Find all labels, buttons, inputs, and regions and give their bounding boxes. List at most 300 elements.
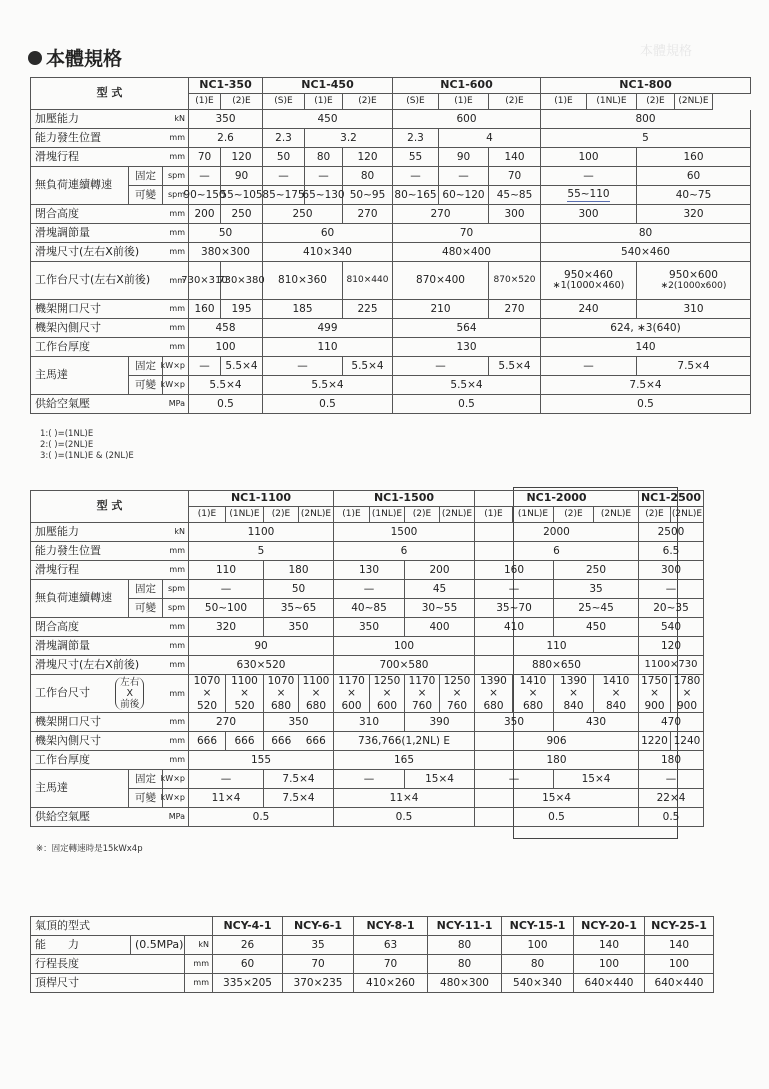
cell: 140 — [645, 936, 714, 955]
cell: 7.5×4 — [264, 789, 334, 808]
cell: 6 — [475, 542, 639, 561]
cell: 320 — [189, 618, 264, 637]
cell: 7.5×4 — [637, 357, 751, 376]
cell: 2.6 — [189, 129, 263, 148]
cell: 120 — [343, 148, 393, 167]
cell: 11×4 — [189, 789, 264, 808]
cell: 45~85 — [489, 186, 541, 205]
cell: 100 — [574, 955, 645, 974]
cell: 370×235 — [283, 974, 354, 993]
unit: kW×p — [163, 789, 189, 808]
cell: 410 — [475, 618, 554, 637]
cell: — — [189, 770, 264, 789]
cell: 730×310 — [189, 262, 221, 300]
cell: 540×340 — [502, 974, 574, 993]
cell: 2000 — [475, 523, 639, 542]
cell: 270 — [489, 300, 541, 319]
cell: — — [334, 580, 405, 599]
variant-header: (1)E — [305, 94, 343, 110]
cell: 20~35 — [639, 599, 704, 618]
cell: 200 — [189, 205, 221, 224]
row-label: 機架內側尺寸 mm — [31, 732, 189, 751]
cell: 35 — [283, 936, 354, 955]
cell: 100 — [541, 148, 637, 167]
spec-table-1 — [30, 77, 751, 414]
cell: 0.5 — [475, 808, 639, 827]
cell: 100 — [189, 338, 263, 357]
cell: 85~175 — [263, 186, 305, 205]
cell: 950×600 ∗2(1000x600) — [637, 262, 751, 300]
cell: 250 — [263, 205, 343, 224]
cell: 120 — [639, 637, 704, 656]
cell: 630×520 — [189, 656, 334, 675]
variant-header: (1)E — [475, 507, 513, 523]
cell: 480×400 — [393, 243, 541, 262]
cell: 200 — [405, 561, 475, 580]
cell: 80 — [428, 936, 502, 955]
cell: 11×4 — [334, 789, 475, 808]
cell: 250 — [221, 205, 263, 224]
model-header: NCY-11-1 — [428, 917, 502, 936]
type-header: 型 式 — [31, 78, 189, 110]
cell: 60 — [637, 167, 751, 186]
cell: — — [189, 580, 264, 599]
cell: — — [263, 167, 305, 186]
cell: 480×300 — [428, 974, 502, 993]
cell: 1220 — [639, 732, 671, 751]
variant-header: (1NL)E — [226, 507, 264, 523]
unit: kW×p — [163, 770, 189, 789]
cell: 410×340 — [263, 243, 393, 262]
cell: 180 — [639, 751, 704, 770]
cell: 730×380 — [221, 262, 263, 300]
cell: 5 — [189, 542, 334, 561]
cell: — — [639, 770, 704, 789]
cell: 65~130 — [305, 186, 343, 205]
cell: 45 — [405, 580, 475, 599]
cell: — — [639, 580, 704, 599]
cell: 70 — [189, 148, 221, 167]
variant-header: (2NL)E — [594, 507, 639, 523]
cell: 140 — [541, 338, 751, 357]
cell: 1070 × 680 — [264, 675, 299, 713]
cell: 1410 × 840 — [594, 675, 639, 713]
cell: 1170 × 600 — [334, 675, 370, 713]
type-header: 氣頂的型式 — [31, 917, 213, 936]
row-label: 滑塊調節量 mm — [31, 224, 189, 243]
cell: 0.5 — [189, 808, 334, 827]
unit: spm — [163, 167, 189, 186]
cell: 90 — [189, 637, 334, 656]
cell: 350 — [334, 618, 405, 637]
cell: 180 — [475, 751, 639, 770]
variant-header: (1)E — [541, 94, 587, 110]
cell: 1500 — [334, 523, 475, 542]
cell: — — [475, 580, 554, 599]
variant-header: (2)E — [637, 94, 675, 110]
variant-header: (1)E — [189, 507, 226, 523]
row-label: 加壓能力 kN — [31, 110, 189, 129]
cell: 564 — [393, 319, 541, 338]
cell: 15×4 — [405, 770, 475, 789]
variant-header: (S)E — [393, 94, 439, 110]
unit: kW×p — [163, 357, 189, 376]
variant-header: (1NL)E — [370, 507, 405, 523]
cell: — — [263, 357, 343, 376]
row-label: 主馬達 — [31, 357, 129, 395]
cell: — — [189, 357, 221, 376]
cell: 624, ∗3(640) — [541, 319, 751, 338]
variant-header: (1NL)E — [513, 507, 554, 523]
cell: 450 — [263, 110, 393, 129]
cell: 90~150 — [189, 186, 221, 205]
cell: 390 — [405, 713, 475, 732]
row-label: 行程長度 — [31, 955, 185, 974]
variant-header: (1)E — [189, 94, 221, 110]
bullet-icon — [28, 51, 42, 65]
cell: 810×440 — [343, 262, 393, 300]
variant-header: (2NL)E — [675, 94, 713, 110]
cell: 50 — [263, 148, 305, 167]
cell: 195 — [221, 300, 263, 319]
cell: 55~105 — [221, 186, 263, 205]
unit: kW×p — [163, 376, 189, 395]
row-label: 工作台厚度 mm — [31, 338, 189, 357]
cell: 1170 × 760 — [405, 675, 440, 713]
cell: 666 — [226, 732, 264, 751]
cell: — — [305, 167, 343, 186]
unit: spm — [163, 580, 189, 599]
cell: 3.2 — [305, 129, 393, 148]
row-label: 供給空氣壓 MPa — [31, 808, 189, 827]
cell: 35~65 — [264, 599, 334, 618]
cell: 320 — [637, 205, 751, 224]
cell: 165 — [334, 751, 475, 770]
cell: 120 — [221, 148, 263, 167]
row-label: 主馬達 — [31, 770, 129, 808]
cell: 458 — [189, 319, 263, 338]
cell: 870×400 — [393, 262, 489, 300]
cell: 70 — [393, 224, 541, 243]
cell: 55 — [393, 148, 439, 167]
cell: 15×4 — [475, 789, 639, 808]
model-header: NC1-350 — [189, 78, 263, 94]
variant-header: (2)E — [554, 507, 594, 523]
cell: 1070 × 520 — [189, 675, 226, 713]
cell: 0.5 — [263, 395, 393, 414]
cell: 5 — [541, 129, 751, 148]
cell: 5.5×4 — [221, 357, 263, 376]
cell: 410×260 — [354, 974, 428, 993]
row-label: 無負荷連續轉速 — [31, 167, 129, 205]
cell: 1390 × 680 — [475, 675, 513, 713]
page-title: 本體規格 — [28, 44, 122, 71]
row-label: 滑塊調節量 mm — [31, 637, 189, 656]
cell: 240 — [541, 300, 637, 319]
row-label: 能 力 — [31, 936, 131, 955]
model-header: NCY-15-1 — [502, 917, 574, 936]
cell: 640×440 — [574, 974, 645, 993]
cell: 185 — [263, 300, 343, 319]
variant-header: (2)E — [489, 94, 541, 110]
cell: 40~75 — [637, 186, 751, 205]
row-sublabel: 固定 — [129, 357, 163, 376]
cell: — — [541, 167, 637, 186]
row-sublabel: 固定 — [129, 167, 163, 186]
model-header: NCY-20-1 — [574, 917, 645, 936]
footnotes: 1:( )=(1NL)E 2:( )=(2NL)E 3:( )=(1NL)E & (2NL)E — [40, 429, 134, 461]
cell: 880×650 — [475, 656, 639, 675]
cell: 5.5×4 — [343, 357, 393, 376]
cell: 60 — [213, 955, 283, 974]
cell: 40~85 — [334, 599, 405, 618]
cell: 470 — [639, 713, 704, 732]
cell: 25~45 — [554, 599, 639, 618]
row-label: 能力發生位置 mm — [31, 542, 189, 561]
cell: 1100×730 — [639, 656, 704, 675]
cell: 450 — [554, 618, 639, 637]
cell: 906 — [475, 732, 639, 751]
type-header: 型 式 — [31, 491, 189, 523]
cell: 0.5 — [189, 395, 263, 414]
model-header: NC1-2000 — [475, 491, 639, 507]
row-label: 滑塊尺寸(左右X前後) mm — [31, 656, 189, 675]
row-label: 機架開口尺寸 mm — [31, 713, 189, 732]
cell: — — [541, 357, 637, 376]
cell: 5.5×4 — [393, 376, 541, 395]
model-header: NC1-2500 — [639, 491, 704, 507]
row-sublabel: 可變 — [129, 376, 163, 395]
cell: 5.5×4 — [263, 376, 393, 395]
cell: 22×4 — [639, 789, 704, 808]
cell: 6 — [334, 542, 475, 561]
model-header: NCY-6-1 — [283, 917, 354, 936]
cell: 0.5 — [393, 395, 541, 414]
cell: 2.3 — [393, 129, 439, 148]
handwritten-underline: 55~110 — [567, 188, 610, 201]
cell: 350 — [264, 618, 334, 637]
cell: 736,766(1,2NL) E — [334, 732, 475, 751]
variant-header: (1)E — [334, 507, 370, 523]
cell: 270 — [189, 713, 264, 732]
cell: 800 — [541, 110, 751, 129]
row-label: 機架內側尺寸 mm — [31, 319, 189, 338]
cell: 640×440 — [645, 974, 714, 993]
row-sublabel: 固定 — [129, 770, 163, 789]
cell: 7.5×4 — [541, 376, 751, 395]
cell: 140 — [489, 148, 541, 167]
row-label: 閉合高度 mm — [31, 618, 189, 637]
cell: 5.5×4 — [189, 376, 263, 395]
row-label: 供給空氣壓 MPa — [31, 395, 189, 414]
cell: 50 — [189, 224, 263, 243]
cell: 1390 × 840 — [554, 675, 594, 713]
cell: 350 — [189, 110, 263, 129]
cell: 210 — [393, 300, 489, 319]
cell: 15×4 — [554, 770, 639, 789]
cell: 870×520 — [489, 262, 541, 300]
bleed-through-text: 本體規格 — [640, 44, 693, 59]
cell: 270 — [393, 205, 489, 224]
cell: 155 — [189, 751, 334, 770]
cell: 26 — [213, 936, 283, 955]
row-sublabel: 固定 — [129, 580, 163, 599]
cell: — — [475, 770, 554, 789]
variant-header: (2)E — [343, 94, 393, 110]
cell: — — [393, 357, 489, 376]
model-header: NC1-800 — [541, 78, 751, 94]
row-label: 工作台尺寸 左右 X 前後 mm — [31, 675, 189, 713]
cell: 50 — [264, 580, 334, 599]
cell: 0.5 — [639, 808, 704, 827]
footnote: ※：固定轉速時是15kWx4p — [36, 844, 143, 854]
cell: — — [334, 770, 405, 789]
cell: 350 — [475, 713, 554, 732]
variant-header: (2NL)E — [299, 507, 334, 523]
row-label: 加壓能力 kN — [31, 523, 189, 542]
cell: 0.5 — [541, 395, 751, 414]
cell: 2500 — [639, 523, 704, 542]
cell — [541, 186, 637, 205]
unit: spm — [163, 186, 189, 205]
row-label: 滑塊行程 mm — [31, 148, 189, 167]
cell: 1250 × 600 — [370, 675, 405, 713]
cell: 70 — [354, 955, 428, 974]
cell: 160 — [637, 148, 751, 167]
cell: 50~95 — [343, 186, 393, 205]
variant-header: (2)E — [264, 507, 299, 523]
cell: — — [189, 167, 221, 186]
cell: 2.3 — [263, 129, 305, 148]
cell: 100 — [645, 955, 714, 974]
model-header: NC1-600 — [393, 78, 541, 94]
cell: 50~100 — [189, 599, 264, 618]
row-sublabel: 可變 — [129, 789, 163, 808]
model-header: NC1-1500 — [334, 491, 475, 507]
cell: 110 — [263, 338, 393, 357]
model-header: NCY-4-1 — [213, 917, 283, 936]
cell: 90 — [439, 148, 489, 167]
cell: 80~165 — [393, 186, 439, 205]
unit: kN — [185, 936, 213, 955]
cell: 130 — [393, 338, 541, 357]
cell: 430 — [554, 713, 639, 732]
cell: 1250 × 760 — [440, 675, 475, 713]
cell: 540×460 — [541, 243, 751, 262]
cell: 540 — [639, 618, 704, 637]
cell: 1100 × 520 — [226, 675, 264, 713]
variant-header: (S)E — [263, 94, 305, 110]
model-header: NC1-1100 — [189, 491, 334, 507]
cell: 80 — [428, 955, 502, 974]
cell: 700×580 — [334, 656, 475, 675]
cell: 80 — [305, 148, 343, 167]
cell: 380×300 — [189, 243, 263, 262]
cell: 60 — [263, 224, 393, 243]
cell: 60~120 — [439, 186, 489, 205]
row-label: 滑塊尺寸(左右X前後) mm — [31, 243, 189, 262]
model-header: NC1-450 — [263, 78, 393, 94]
cell: 1100 — [189, 523, 334, 542]
cell: 160 — [189, 300, 221, 319]
cell: 270 — [343, 205, 393, 224]
cell: 499 — [263, 319, 393, 338]
variant-header: (2NL)E — [671, 507, 704, 523]
model-header: NCY-8-1 — [354, 917, 428, 936]
cell: 310 — [334, 713, 405, 732]
cell: 80 — [541, 224, 751, 243]
row-label: 滑塊行程 mm — [31, 561, 189, 580]
model-header: NCY-25-1 — [645, 917, 714, 936]
row-sublabel: 可變 — [129, 599, 163, 618]
cell: — — [393, 167, 439, 186]
unit: mm — [185, 955, 213, 974]
cell: 180 — [264, 561, 334, 580]
row-label: 機架開口尺寸 mm — [31, 300, 189, 319]
cell: 70 — [489, 167, 541, 186]
spec-table-2 — [30, 490, 704, 827]
cell: 250 — [554, 561, 639, 580]
cell: 810×360 — [263, 262, 343, 300]
cell: 600 — [393, 110, 541, 129]
unit: spm — [163, 599, 189, 618]
cell: 63 — [354, 936, 428, 955]
cell: 110 — [189, 561, 264, 580]
cell: 666 — [189, 732, 226, 751]
cell: 5.5×4 — [489, 357, 541, 376]
cell: 1240 — [671, 732, 704, 751]
cell: 400 — [405, 618, 475, 637]
bracket-note: 左右 X 前後 — [115, 677, 144, 710]
row-label: 頂桿尺寸 — [31, 974, 185, 993]
variant-header: (2NL)E — [440, 507, 475, 523]
row-label: 工作台厚度 mm — [31, 751, 189, 770]
die-cushion-table — [30, 916, 714, 993]
cell: 80 — [502, 955, 574, 974]
cell: 100 — [334, 637, 475, 656]
cell: 225 — [343, 300, 393, 319]
cell: 350 — [264, 713, 334, 732]
cell: 35~70 — [475, 599, 554, 618]
row-label: 能力發生位置 mm — [31, 129, 189, 148]
variant-header: (1)E — [439, 94, 489, 110]
cell: 35 — [554, 580, 639, 599]
cell: 950×460 ∗1(1000×460) — [541, 262, 637, 300]
cell: 160 — [475, 561, 554, 580]
cell: 4 — [439, 129, 541, 148]
variant-header: (2)E — [405, 507, 440, 523]
cell: 7.5×4 — [264, 770, 334, 789]
cell: 100 — [502, 936, 574, 955]
cell: 6.5 — [639, 542, 704, 561]
cell: 300 — [541, 205, 637, 224]
cell: — — [439, 167, 489, 186]
variant-header: (2)E — [221, 94, 263, 110]
cell: 666 666 — [264, 732, 334, 751]
cell: 335×205 — [213, 974, 283, 993]
cell: 1750 × 900 — [639, 675, 671, 713]
cell: 110 — [475, 637, 639, 656]
row-label: 無負荷連續轉速 — [31, 580, 129, 618]
cell: 1100 × 680 — [299, 675, 334, 713]
cell: 30~55 — [405, 599, 475, 618]
cell: 90 — [221, 167, 263, 186]
unit: mm — [185, 974, 213, 993]
variant-header: (2)E — [639, 507, 671, 523]
cell: 1780 × 900 — [671, 675, 704, 713]
cell: 300 — [489, 205, 541, 224]
cell: 80 — [343, 167, 393, 186]
